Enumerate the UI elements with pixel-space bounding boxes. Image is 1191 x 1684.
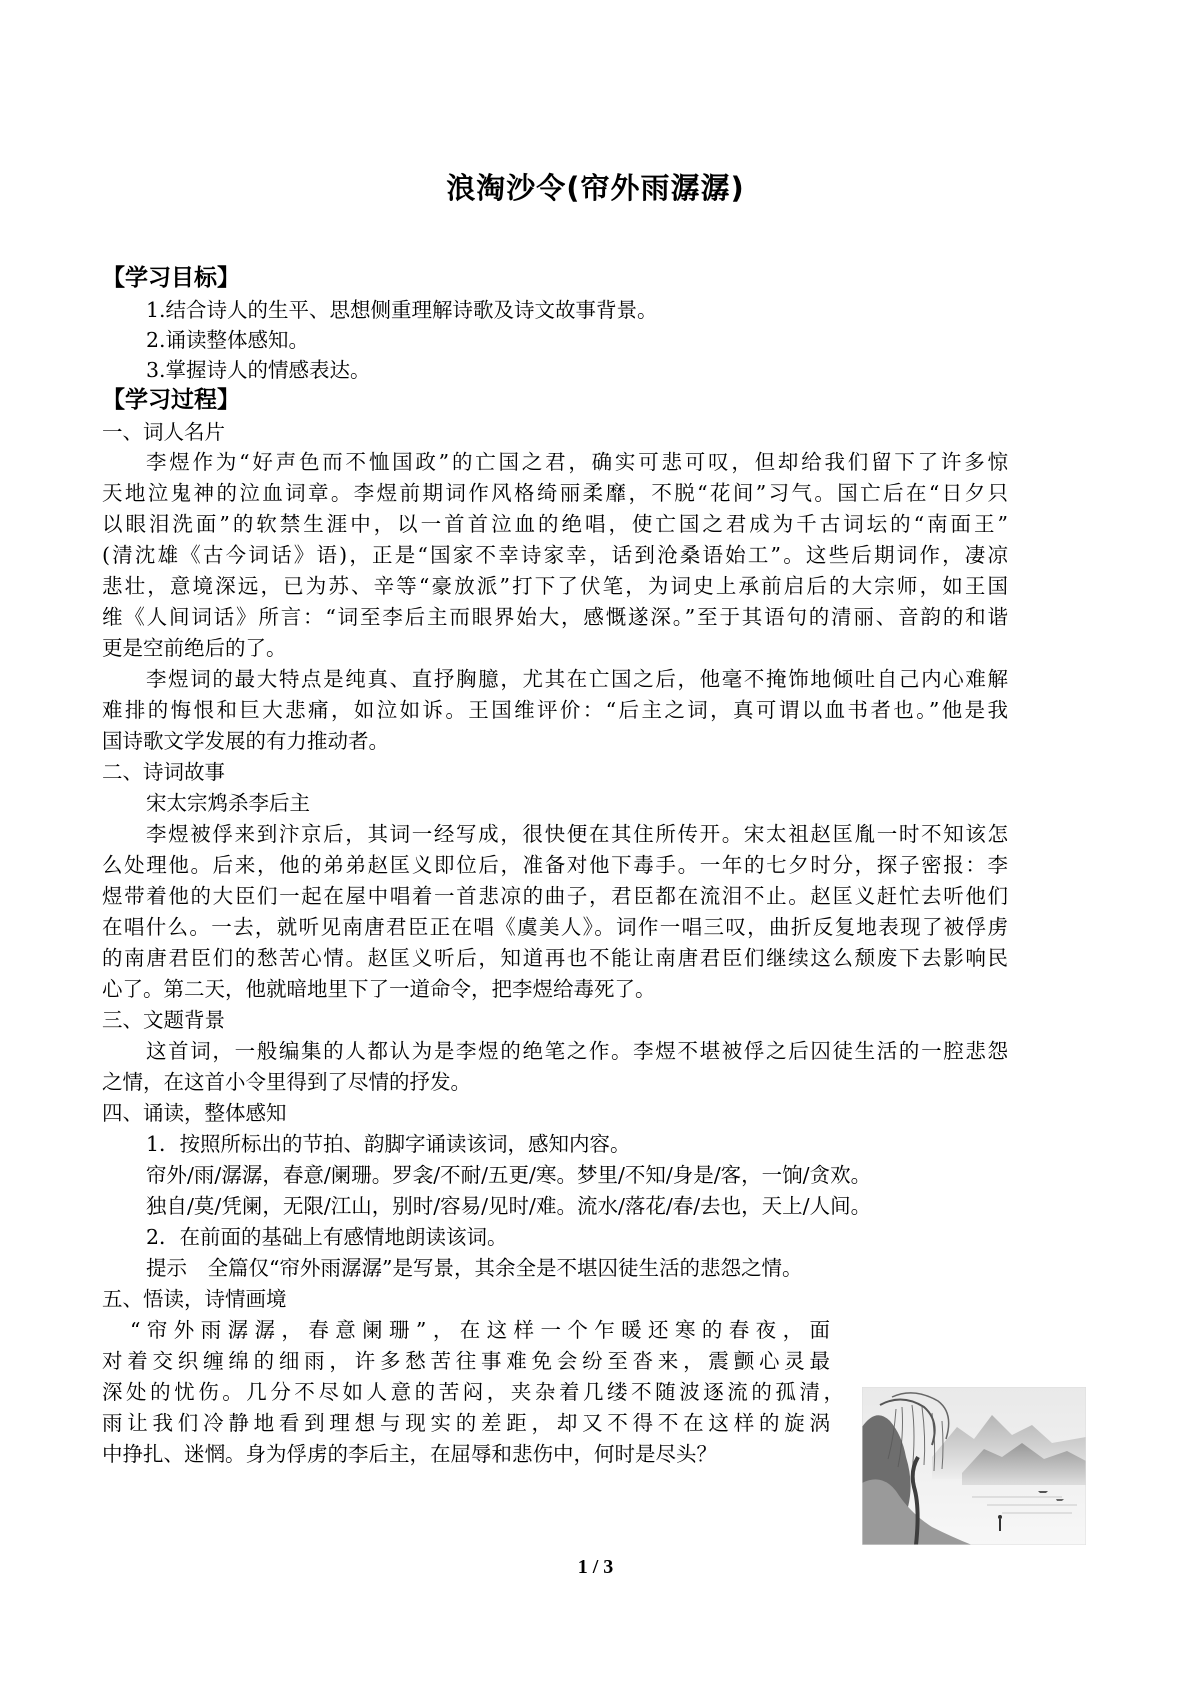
paragraph-line: 么处理他。后来，他的弟弟赵匡义即位后，准备对他下毒手。一年的七夕时分，探子密报：李: [102, 853, 1008, 877]
instruction-line: 1．按照所标出的节拍、韵脚字诵读该词，感知内容。: [146, 1132, 631, 1156]
paragraph-line: 雨让我们冷静地看到理想与现实的差距，却又不得不在这样的旋涡: [102, 1411, 830, 1435]
page-number: 1 / 3: [577, 1556, 614, 1578]
paragraph-line: 李煜被俘来到汴京后，其词一经写成，很快便在其住所传开。宋太祖赵匡胤一时不知该怎: [146, 822, 1008, 846]
paragraph-line: 难排的悔恨和巨大悲痛，如泣如诉。王国维评价：“后主之词，真可谓以血书者也。”他是我: [102, 698, 1008, 722]
paragraph-line: 心了。第二天，他就暗地里下了一道命令，把李煜给毒死了。: [102, 977, 656, 1001]
paragraph-line: 以眼泪洗面”的软禁生涯中，以一首首泣血的绝唱，使亡国之君成为千古词坛的“南面王”: [102, 512, 1008, 536]
section-heading: 二、诗词故事: [102, 760, 225, 784]
story-subtitle: 宋太宗鸩杀李后主: [146, 791, 310, 815]
paragraph-line: 国诗歌文学发展的有力推动者。: [102, 729, 389, 753]
process-heading: 【学习过程】: [102, 387, 240, 413]
poem-line: 独自/莫/凭阑，无限/江山，别时/容易/见时/难。流水/落花/春/去也，天上/人间。: [146, 1194, 872, 1218]
goal-item: 1.结合诗人的生平、思想侧重理解诗歌及诗文故事背景。: [146, 298, 658, 322]
ink-landscape-painting: [862, 1387, 1086, 1545]
paragraph-line: 在唱什么。一去，就听见南唐君臣正在唱《虞美人》。词作一唱三叹，曲折反复地表现了被俘虏: [102, 915, 1008, 939]
hint-line: 提示 全篇仅“帘外雨潺潺”是写景，其余全是不堪囚徒生活的悲怨之情。: [146, 1256, 803, 1280]
paragraph-line: 煜带着他的大臣们一起在屋中唱着一首悲凉的曲子，君臣都在流泪不止。赵匡义赶忙去听他们: [102, 884, 1008, 908]
section-heading: 三、文题背景: [102, 1008, 225, 1032]
paragraph-line: “帘外雨潺潺，春意阑珊”，在这样一个乍暖还寒的春夜，面: [130, 1318, 830, 1342]
paragraph-line: 的南唐君臣们的愁苦心情。赵匡义听后，知道再也不能让南唐君臣们继续这么颓废下去影响民: [102, 946, 1008, 970]
section-heading: 一、词人名片: [102, 420, 225, 444]
goal-item: 3.掌握诗人的情感表达。: [146, 358, 371, 382]
paragraph-line: 对着交织缠绵的细雨，许多愁苦往事难免会纷至沓来，震颤心灵最: [102, 1349, 830, 1373]
section-heading: 四、诵读，整体感知: [102, 1101, 287, 1125]
paragraph-line: 李煜作为“好声色而不恤国政”的亡国之君，确实可悲可叹，但却给我们留下了许多惊: [146, 450, 1008, 474]
paragraph-line: 中挣扎、迷惘。身为俘虏的李后主，在屈辱和悲伤中，何时是尽头？: [102, 1442, 717, 1466]
paragraph-line: 这首词，一般编集的人都认为是李煜的绝笔之作。李煜不堪被俘之后囚徒生活的一腔悲怨: [146, 1039, 1008, 1063]
paragraph-line: 维《人间词话》所言：“词至李后主而眼界始大，感慨遂深。”至于其语句的清丽、音韵的和谐: [102, 605, 1008, 629]
document-title: 浪淘沙令(帘外雨潺潺): [446, 171, 745, 205]
paragraph-line: (清沈雄《古今词话》语)，正是“国家不幸诗家幸，话到沧桑语始工”。这些后期词作，凄凉: [102, 543, 1008, 567]
goals-heading: 【学习目标】: [102, 265, 240, 291]
paragraph-line: 天地泣鬼神的泣血词章。李煜前期词作风格绮丽柔靡，不脱“花间”习气。国亡后在“日夕只: [102, 481, 1008, 505]
paragraph-line: 之情，在这首小令里得到了尽情的抒发。: [102, 1070, 471, 1094]
goal-item: 2.诵读整体感知。: [146, 328, 310, 352]
paragraph-line: 悲壮，意境深远，已为苏、辛等“豪放派”打下了伏笔，为词史上承前启后的大宗师，如王国: [102, 574, 1008, 598]
section-heading: 五、悟读，诗情画境: [102, 1287, 287, 1311]
paragraph-line: 更是空前绝后的了。: [102, 636, 287, 660]
instruction-line: 2．在前面的基础上有感情地朗读该词。: [146, 1225, 508, 1249]
poem-line: 帘外/雨/潺潺，春意/阑珊。罗衾/不耐/五更/寒。梦里/不知/身是/客，一饷/贪欢。: [146, 1163, 872, 1187]
paragraph-line: 深处的忧伤。几分不尽如人意的苦闷，夹杂着几缕不随波逐流的孤清，: [102, 1380, 844, 1404]
paragraph-line: 李煜词的最大特点是纯真、直抒胸臆，尤其在亡国之后，他毫不掩饰地倾吐自己内心难解: [146, 667, 1008, 691]
